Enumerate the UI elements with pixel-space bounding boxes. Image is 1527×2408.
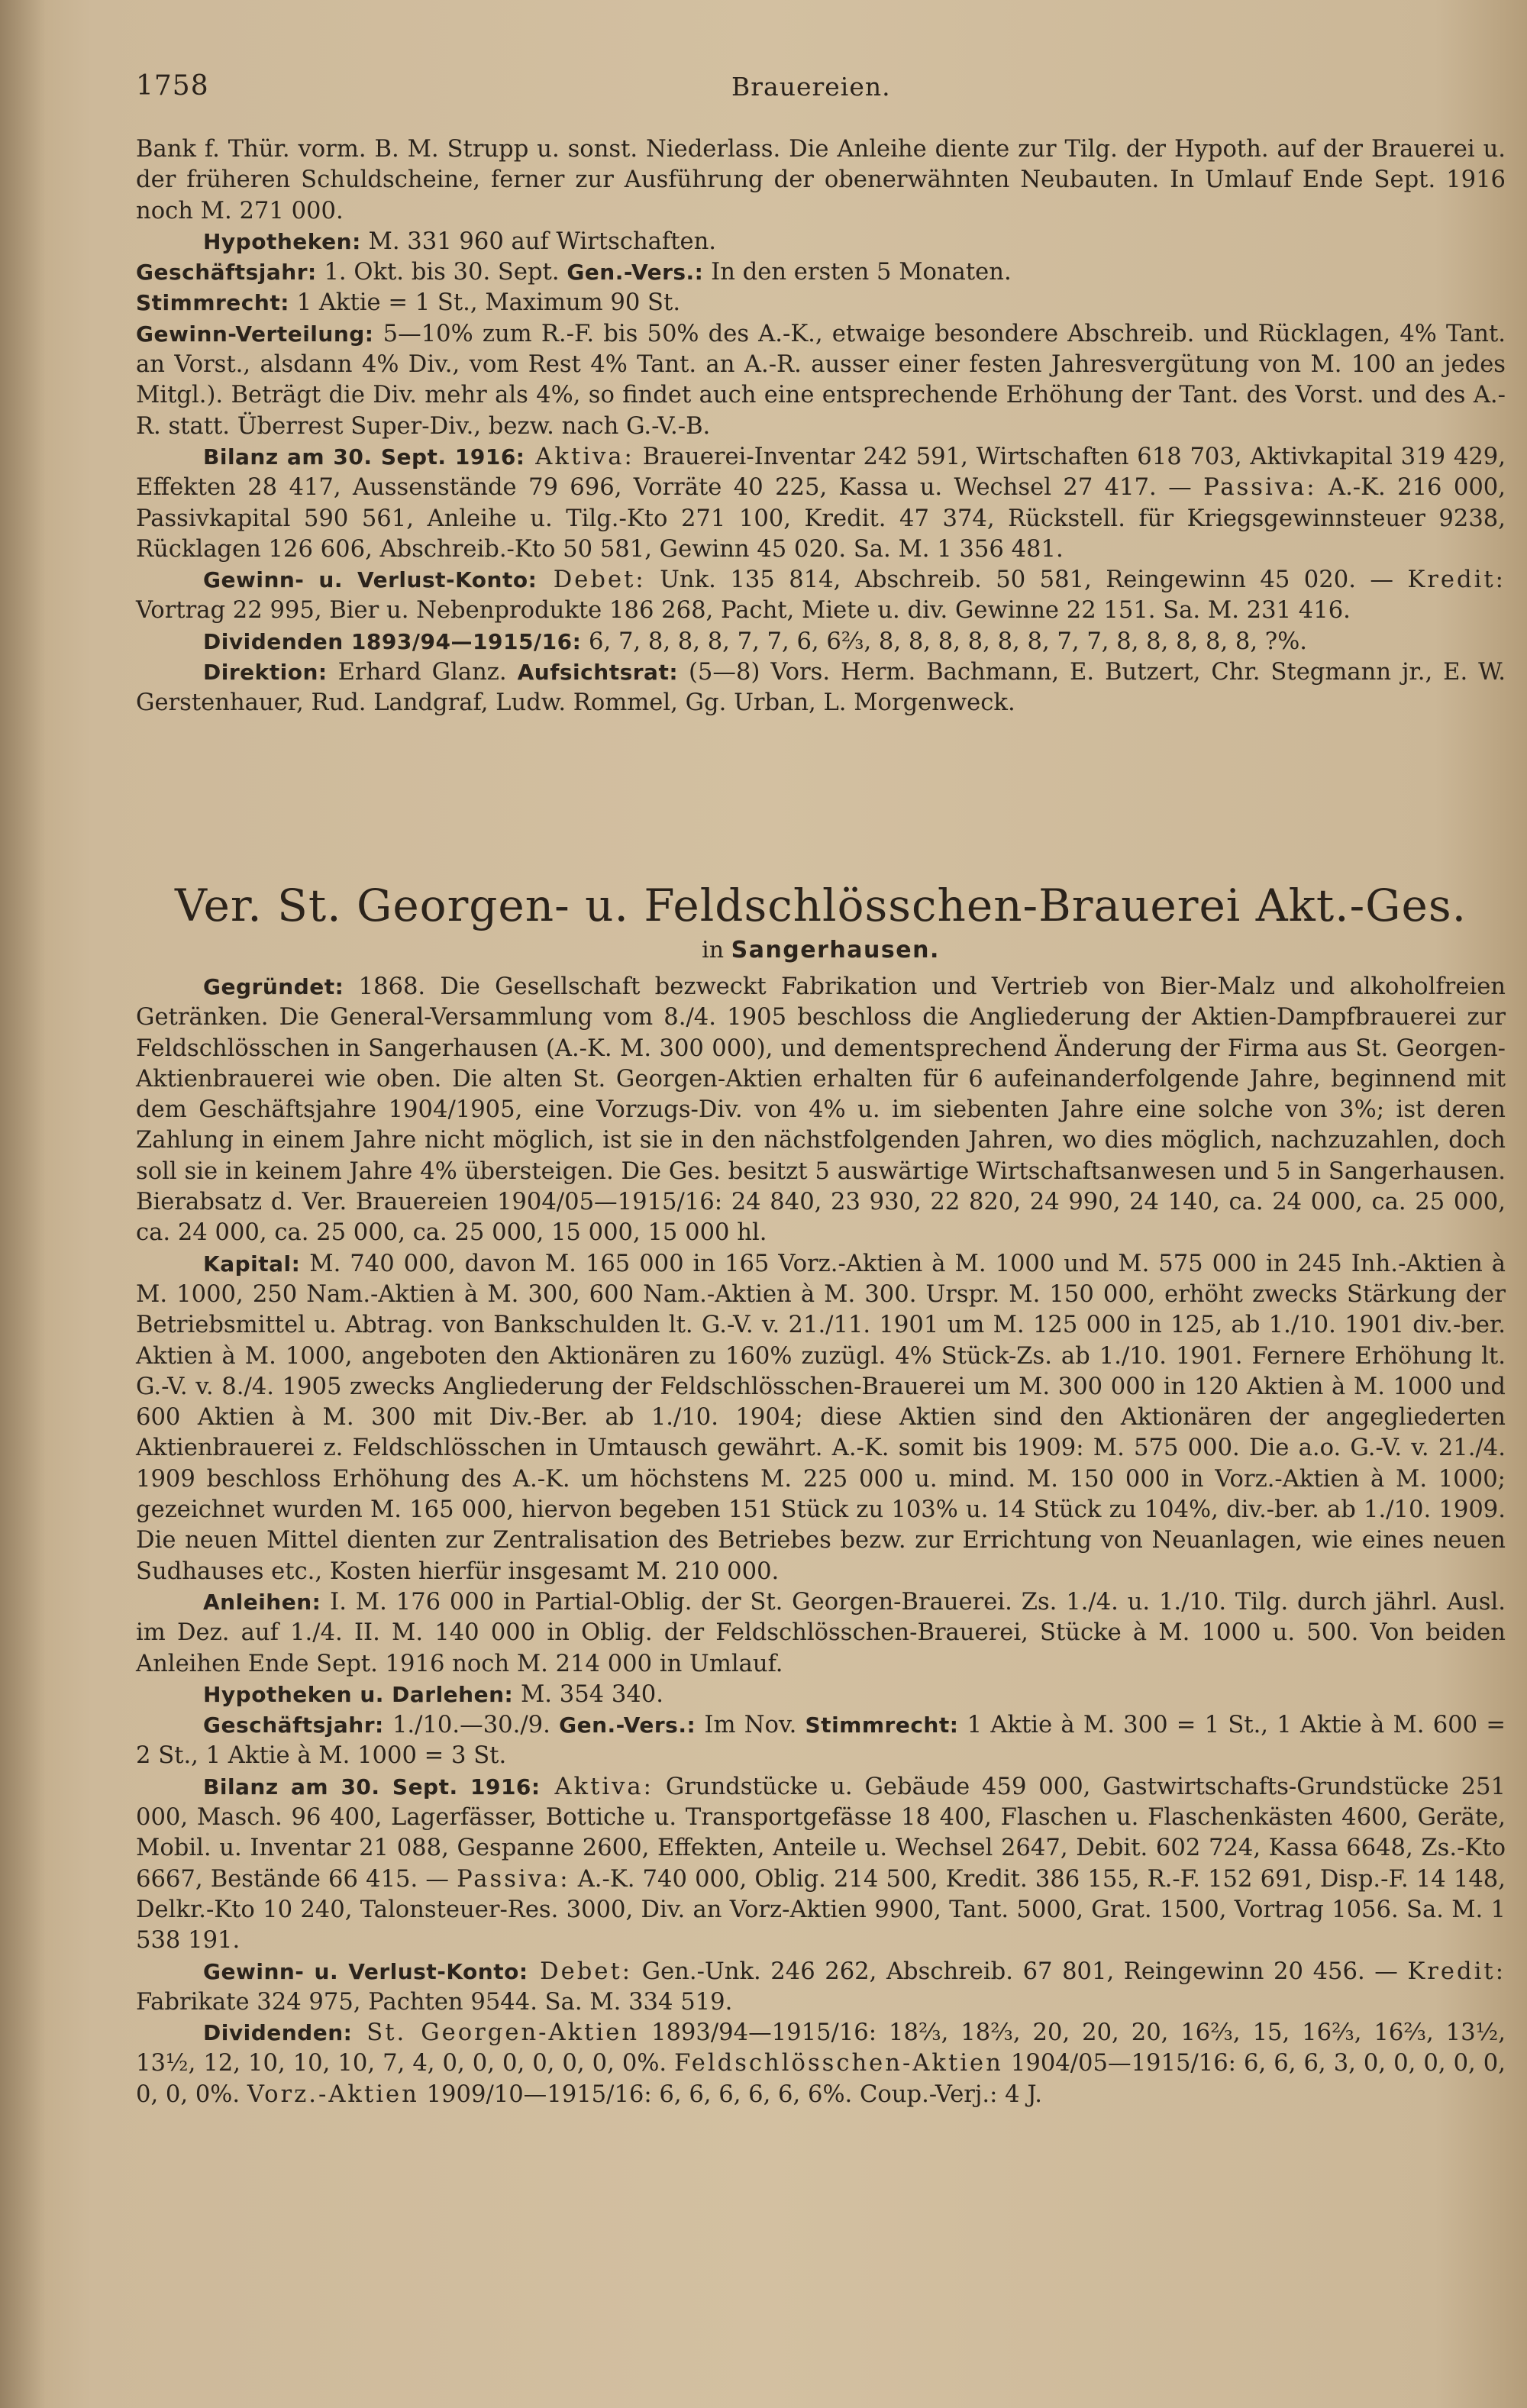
company-location	[136, 935, 1506, 966]
page-header	[136, 70, 1510, 108]
loan-text: Bank f. Thür. vorm. B. M. Strupp u. sonst. Niederlass. Die Anleihe diente zur Tilg. der Hypoth. auf der Brauerei u. der früheren Schuldscheine, ferner zur Ausführung der obenerwähnten Neubauten. In Umlauf Ende Sept. 1916 noch M. 271 000.	[136, 136, 1506, 224]
st-georgen-shares-label: St. Georgen-Aktien	[352, 2019, 640, 2047]
supervisory-board-label: Aufsichtsrat:	[517, 660, 679, 686]
fiscal-year-label-2: Geschäftsjahr:	[203, 1712, 384, 1738]
profit-loss-label: Gewinn- u. Verlust-Konto:	[203, 567, 538, 593]
paragraph-dividends-2	[136, 2018, 1506, 2110]
location-prefix: in	[702, 937, 731, 964]
liabilities-label-2: Passiva:	[457, 1865, 570, 1893]
previous-entry-continuation	[136, 134, 1506, 719]
loans-label: Anleihen:	[203, 1589, 321, 1615]
preferred-shares-label: Vorz.-Aktien	[247, 2080, 419, 2108]
paragraph-loan	[136, 134, 1506, 227]
capital-label: Kapital:	[203, 1251, 301, 1277]
loans-text: I. M. 176 000 in Partial-Oblig. der St. Georgen-Brauerei. Zs. 1./4. u. 1./10. Tilg. durch jährl. Ausl. im Dez. auf 1./4. II. M. 140 000 in Oblig. der Feldschlösschen-Brauerei, Stücke à M. 1000 u. 500. Von beiden Anleihen Ende Sept. 1916 noch M. 214 000 in Umlauf.	[136, 1588, 1506, 1677]
voting-right-label-2: Stimmrecht:	[805, 1712, 959, 1738]
debit-label-2: Debet:	[528, 1958, 633, 1985]
paragraph-balance-sheet	[136, 442, 1506, 565]
mortgages-label: Hypotheken:	[203, 228, 361, 254]
paragraph-fiscal-year-2	[136, 1710, 1506, 1772]
dividends-text: 6, 7, 8, 8, 8, 7, 7, 6, 6⅔, 8, 8, 8, 8, 8, 8, 7, 7, 8, 8, 8, 8, 8, ?%.	[581, 628, 1308, 655]
paragraph-dividends	[136, 627, 1506, 657]
credit-text: Vortrag 22 995, Bier u. Nebenprodukte 186 268, Pacht, Miete u. div. Gewinne 22 151. Sa. M. 231 416.	[136, 597, 1351, 625]
paragraph-fiscal-year	[136, 257, 1506, 288]
feldschloesschen-dividends: 1904/05—1915/16: 6, 6, 6, 3, 0, 0, 0, 0, 0, 0, 0, 0%.	[136, 2050, 1506, 2108]
paragraph-capital	[136, 1249, 1506, 1587]
mortgages-loans-label: Hypotheken u. Darlehen:	[203, 1681, 514, 1707]
voting-right-text: 1 Aktie = 1 St., Maximum 90 St.	[289, 289, 681, 317]
credit-label-2: Kredit:	[1407, 1958, 1506, 1985]
paragraph-balance-sheet-2	[136, 1772, 1506, 1957]
paragraph-management	[136, 657, 1506, 719]
paragraph-mortgages	[136, 227, 1506, 257]
profit-distribution-label: Gewinn-Verteilung:	[136, 321, 374, 347]
profit-distribution-text: 5—10% zum R.-F. bis 50% des A.-K., etwaige besondere Abschreib. und Rücklagen, 4% Tant. an Vorst., alsdann 4% Div., vom Rest 4% Tant. an A.-R. ausser einer festen Jahresvergütung von M. 100 an jedes Mitgl.). Beträgt die Div. mehr als 4%, so findet auch eine entsprechende Erhöhung der Tant. des Vorst. und des A.-R. statt. Überrest Super-Div., bezw. nach G.-V.-B.	[136, 320, 1506, 440]
management-text: Erhard Glanz.	[327, 659, 518, 686]
debit-label: Debet:	[537, 566, 646, 594]
balance-label-2: Bilanz am 30. Sept. 1916:	[203, 1774, 541, 1800]
company-entry	[136, 972, 1506, 2110]
liabilities-label: Passiva:	[1203, 474, 1317, 502]
location-name: Sangerhausen.	[731, 937, 940, 964]
st-georgen-dividends: 1893/94—1915/16: 18⅔, 18⅔, 20, 20, 20, 16⅔, 15, 16⅔, 16⅔, 13½, 13½, 12, 10, 10, 10, 7, 4, 0, 0, 0, 0, 0, 0, 0%.	[136, 2019, 1506, 2077]
paragraph-profit-distribution	[136, 319, 1506, 442]
page-fold-shadow	[0, 0, 46, 2408]
supervisory-board-text: (5—8) Vors. Herm. Bachmann, E. Butzert, Chr. Stegmann jr., E. W. Gerstenhauer, Rud. Landgraf, Ludw. Rommel, Gg. Urban, L. Morgenweck.	[136, 659, 1506, 717]
credit-label: Kredit:	[1407, 566, 1506, 594]
general-meeting-text-2: Im Nov.	[696, 1712, 805, 1739]
paragraph-mortgages-loans	[136, 1680, 1506, 1710]
feldschloesschen-shares-label: Feldschlösschen-Aktien	[674, 2050, 1003, 2077]
paragraph-loans	[136, 1587, 1506, 1680]
paragraph-founded	[136, 972, 1506, 1249]
assets-text: Brauerei-Inventar 242 591, Wirtschaften 618 703, Aktivkapital 319 429, Effekten 28 417, Aussenstände 79 696, Vorräte 40 225, Kassa u. Wechsel 27 417. —	[136, 443, 1506, 502]
fiscal-year-text-2: 1./10.—30./9.	[383, 1712, 560, 1739]
dividends-label-2: Dividenden:	[203, 2020, 353, 2046]
page-number: 1758	[136, 70, 209, 102]
assets-label-2: Aktiva:	[540, 1773, 654, 1800]
voting-right-label: Stimmrecht:	[136, 290, 289, 316]
general-meeting-label: Gen.-Vers.:	[567, 260, 704, 286]
capital-text: M. 740 000, davon M. 165 000 in 165 Vorz.-Aktien à M. 1000 und M. 575 000 in 245 Inh.-Aktien à M. 1000, 250 Nam.-Aktien à M. 300, 600 Nam.-Aktien à M. 300. Urspr. M. 150 000, erhöht zwecks Stärkung der Betriebsmittel u. Abtrag. von Bankschulden lt. G.-V. v. 21./11. 1901 um M. 125 000 in 125, ab 1./10. 1901 div.-ber. Aktien à M. 1000, angeboten den Aktionären zu 160% zuzügl. 4% Stück-Zs. ab 1./10. 1901. Fernere Erhöhung lt. G.-V. v. 8./4. 1905 zwecks Angliederung der Feldschlösschen-Brauerei um M. 300 000 in 120 Aktien à M. 1000 und 600 Aktien à M. 300 mit Div.-Ber. ab 1./10. 1904; diese Aktien sind den Aktionären der angegliederten Aktienbrauerei z. Feldschlösschen in Umtausch gewährt. A.-K. somit bis 1909: M. 575 000. Die a.o. G.-V. v. 21./4. 1909 beschloss Erhöhung des A.-K. um höchstens M. 225 000 u. mind. M. 150 000 in Vorz.-Aktien à M. 1000; gezeichnet wurden M. 165 000, hiervon begeben 151 Stück zu 103% u. 14 Stück zu 104%, div.-ber. ab 1./10. 1909. Die neuen Mittel dienten zur Zentralisation des Betriebes bezw. zur Errichtung von Neuanlagen, wie eines neuen Sudhauses etc., Kosten hierfür insgesamt M. 210 000.	[136, 1250, 1506, 1585]
fiscal-year-label: Geschäftsjahr:	[136, 260, 317, 286]
liabilities-text: A.-K. 216 000, Passivkapital 590 561, Anleihe u. Tilg.-Kto 271 100, Kredit. 47 374, Rückstell. für Kriegsgewinnsteuer 9238, Rücklagen 126 606, Abschreib.-Kto 50 581, Gewinn 45 020. Sa. M. 1 356 481.	[136, 474, 1506, 563]
profit-loss-label-2: Gewinn- u. Verlust-Konto:	[203, 1958, 528, 1984]
liabilities-text-2: A.-K. 740 000, Oblig. 214 500, Kredit. 386 155, R.-F. 152 691, Disp.-F. 14 148, Delkr.-Kto 10 240, Talonsteuer-Res. 3000, Div. an Vorz-Aktien 9900, Tant. 5000, Grat. 1500, Vortrag 1056. Sa. M. 1 538 191.	[136, 1865, 1506, 1954]
voting-right-text-2: 1 Aktie à M. 300 = 1 St., 1 Aktie à M. 600 = 2 St., 1 Aktie à M. 1000 = 3 St.	[136, 1712, 1506, 1770]
founded-text: 1868. Die Gesellschaft bezweckt Fabrikation und Vertrieb von Bier-Malz und alkoholfreien Getränken. Die General-Versammlung vom 8./4. 1905 beschloss die Angliederung der Aktien-Dampfbrauerei zur Feldschlösschen in Sangerhausen (A.-K. M. 300 000), und dementsprechend Änderung der Firma aus St. Georgen-Aktienbrauerei wie oben. Die alten St. Georgen-Aktien erhalten für 6 aufeinanderfolgende Jahre, beginnend mit dem Geschäftsjahre 1904/1905, eine Vorzugs-Div. von 4% u. im siebenten Jahre eine solche von 3%; ist deren Zahlung in einem Jahre nicht möglich, ist sie in den nächstfolgenden Jahren, wo dies möglich, nachzuzahlen, doch soll sie in keinem Jahre 4% übersteigen. Die Ges. besitzt 5 auswärtige Wirtschaftsanwesen und 5 in Sangerhausen. Bierabsatz d. Ver. Brauereien 1904/05—1915/16: 24 840, 23 930, 22 820, 24 990, 24 140, ca. 24 000, ca. 25 000, ca. 24 000, ca. 25 000, ca. 25 000, 15 000, 15 000 hl.	[136, 973, 1506, 1247]
assets-text-2: Grundstücke u. Gebäude 459 000, Gastwirtschafts-Grundstücke 251 000, Masch. 96 400, Lagerfässer, Bottiche u. Transportgefässe 18 400, Flaschen u. Flaschenkästen 4600, Geräte, Mobil. u. Inventar 21 088, Gespanne 2600, Effekten, Anteile u. Wechsel 2647, Debit. 602 724, Kassa 6648, Zs.-Kto 6667, Bestände 66 415. —	[136, 1773, 1506, 1893]
debit-text-2: Gen.-Unk. 246 262, Abschreib. 67 801, Reingewinn 20 456. —	[632, 1958, 1408, 1985]
paragraph-profit-loss	[136, 565, 1506, 627]
running-title: Brauereien.	[731, 72, 891, 102]
general-meeting-label-2: Gen.-Vers.:	[559, 1712, 696, 1738]
debit-text: Unk. 135 814, Abschreib. 50 581, Reingewinn 45 020. —	[645, 566, 1408, 594]
credit-text-2: Fabrikate 324 975, Pachten 9544. Sa. M. 334 519.	[136, 1988, 733, 2016]
founded-label: Gegründet:	[203, 974, 344, 999]
paragraph-voting-right	[136, 288, 1506, 318]
mortgages-text: M. 331 960 auf Wirtschaften.	[360, 228, 717, 255]
balance-label: Bilanz am 30. Sept. 1916:	[203, 444, 525, 470]
fiscal-year-text: 1. Okt. bis 30. Sept.	[316, 259, 567, 286]
company-title: Ver. St. Georgen- u. Feldschlösschen-Brauerei Akt.-Ges.	[174, 880, 1467, 931]
mortgages-loans-text: M. 354 340.	[513, 1680, 663, 1708]
general-meeting-text: In den ersten 5 Monaten.	[703, 259, 1012, 286]
paragraph-profit-loss-2	[136, 1957, 1506, 2019]
assets-label: Aktiva:	[525, 443, 634, 470]
preferred-dividends: 1909/10—1915/16: 6, 6, 6, 6, 6, 6%. Coup.-Verj.: 4 J.	[418, 2080, 1042, 2108]
dividends-label: Dividenden 1893/94—1915/16:	[203, 628, 582, 654]
management-label: Direktion:	[203, 660, 328, 686]
